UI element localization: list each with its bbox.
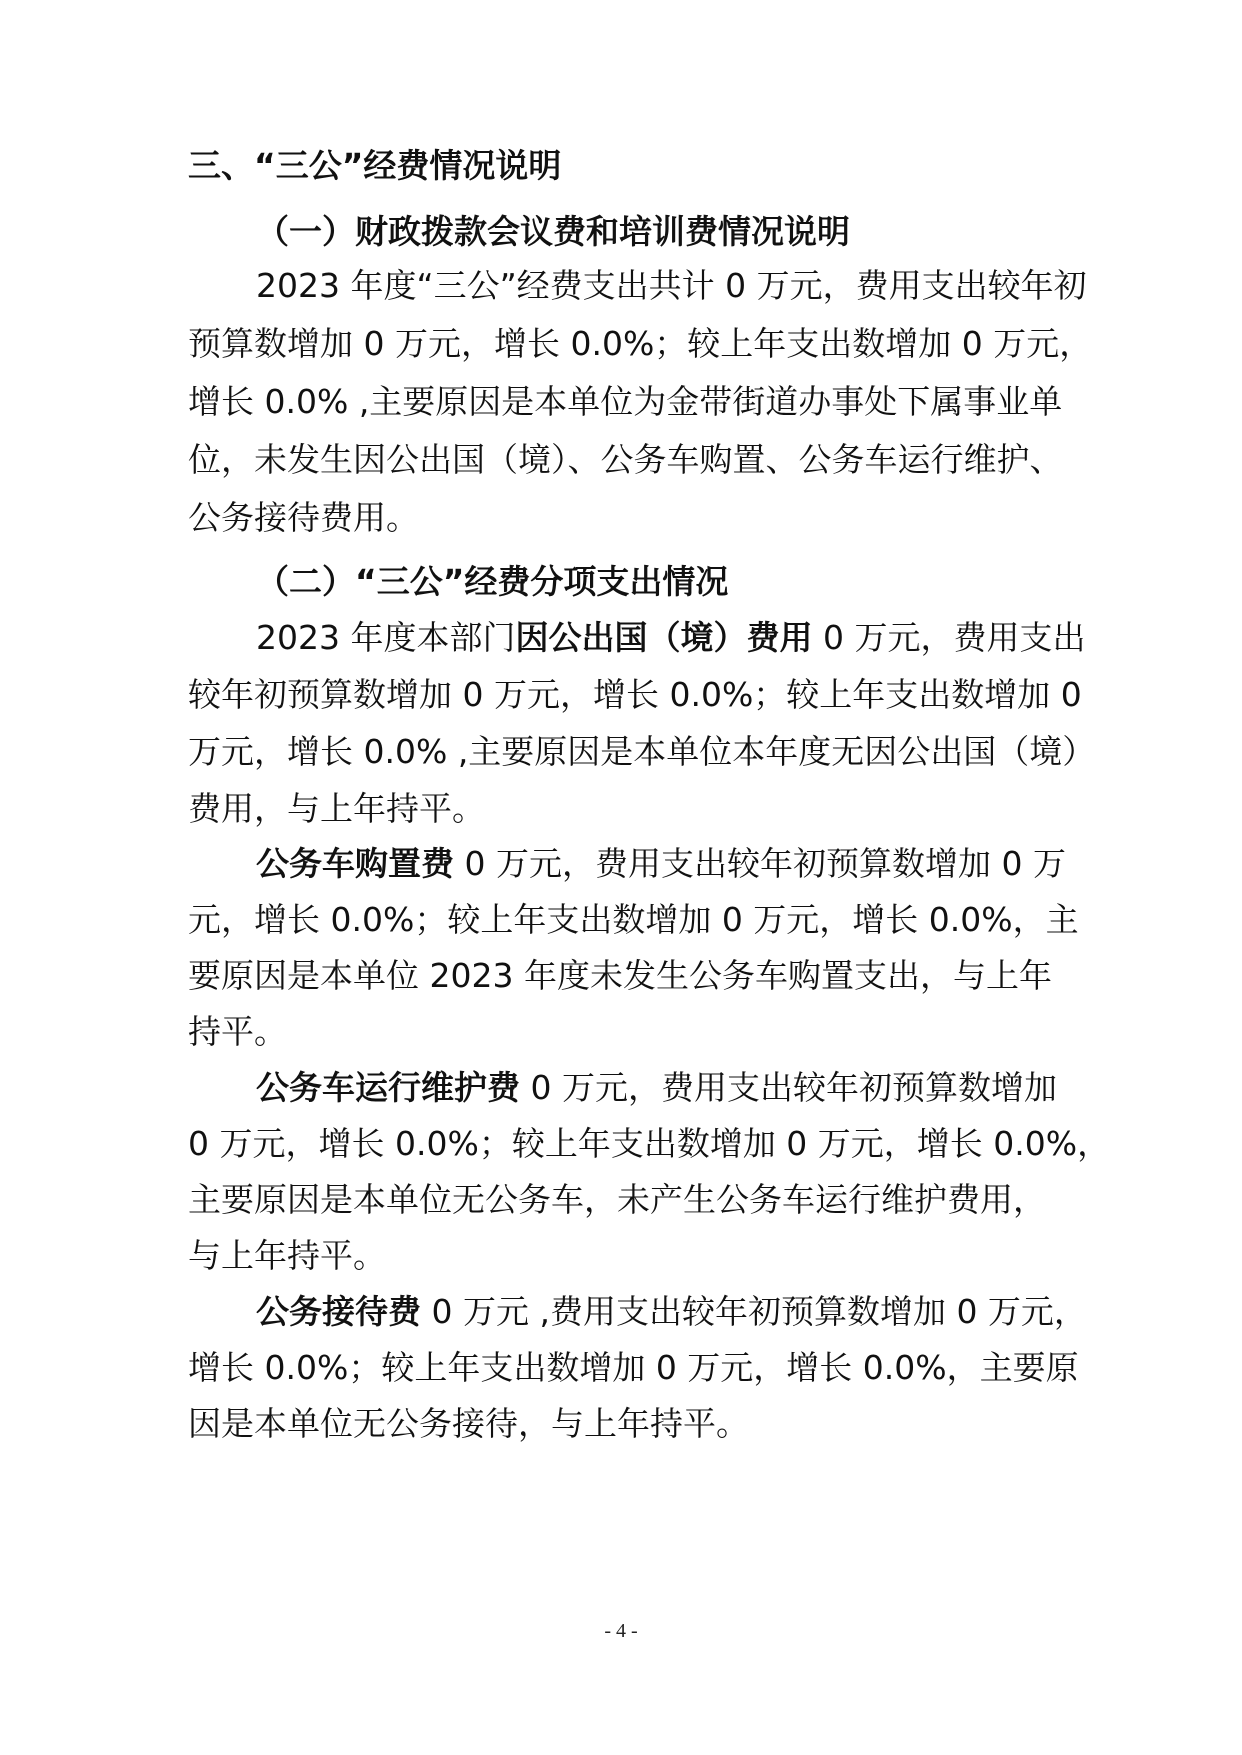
para3-line-4: 持平。 xyxy=(188,1012,287,1051)
para4-tail: 0 万元，费用支出较年初预算数增加 xyxy=(520,1068,1057,1107)
para5-term: 公务接待费 xyxy=(256,1292,421,1331)
para4-line-4: 与上年持平。 xyxy=(188,1236,386,1275)
para5-line-2: 增长 0.0%；较上年支出数增加 0 万元，增长 0.0%，主要原 xyxy=(188,1348,1079,1387)
section-heading: 三、“三公”经费情况说明 xyxy=(188,146,562,185)
para2-tail: 0 万元，费用支出 xyxy=(812,618,1086,657)
para1-line-5: 公务接待费用。 xyxy=(188,498,419,537)
para1-line-1: 2023 年度“三公”经费支出共计 0 万元，费用支出较年初 xyxy=(256,266,1087,305)
subsection-heading-1: （一）财政拨款会议费和培训费情况说明 xyxy=(256,212,850,251)
para1-line-4: 位，未发生因公出国（境）、公务车购置、公务车运行维护、 xyxy=(188,440,1063,479)
para2-term: 因公出国（境）费用 xyxy=(515,618,813,657)
para4-line-1 xyxy=(256,1068,1068,1108)
subsection-heading-2: （二）“三公”经费分项支出情况 xyxy=(256,562,729,601)
para4-line-3: 主要原因是本单位无公务车，未产生公务车运行维护费用， xyxy=(188,1180,1046,1219)
para3-line-2: 元，增长 0.0%；较上年支出数增加 0 万元，增长 0.0%，主 xyxy=(188,900,1079,939)
para2-line-4: 费用，与上年持平。 xyxy=(188,789,485,828)
para2-line-3: 万元，增长 0.0% ,主要原因是本单位本年度无因公出国（境） xyxy=(188,732,1096,771)
para3-line-1 xyxy=(256,844,1068,884)
para1-line-3: 增长 0.0% ,主要原因是本单位为金带街道办事处下属事业单 xyxy=(188,382,1063,421)
para3-term: 公务车购置费 xyxy=(256,844,454,883)
para5-tail: 0 万元 ,费用支出较年初预算数增加 0 万元， xyxy=(421,1292,1087,1331)
para3-tail: 0 万元，费用支出较年初预算数增加 0 万 xyxy=(454,844,1066,883)
para4-line-2: 0 万元，增长 0.0%；较上年支出数增加 0 万元，增长 0.0%， xyxy=(188,1124,1111,1163)
page-number: - 4 - xyxy=(604,1620,638,1642)
para4-term: 公务车运行维护费 xyxy=(256,1068,520,1107)
para1-line-2: 预算数增加 0 万元，增长 0.0%；较上年支出数增加 0 万元， xyxy=(188,324,1093,363)
para2-line-2: 较年初预算数增加 0 万元，增长 0.0%；较上年支出数增加 0 xyxy=(188,675,1082,714)
para2-line-1 xyxy=(256,618,1086,658)
para3-line-3: 要原因是本单位 2023 年度未发生公务车购置支出，与上年 xyxy=(188,956,1052,995)
para5-line-1 xyxy=(256,1292,1087,1332)
para2-lead: 2023 年度本部门 xyxy=(256,618,516,657)
para5-line-3: 因是本单位无公务接待，与上年持平。 xyxy=(188,1404,749,1443)
